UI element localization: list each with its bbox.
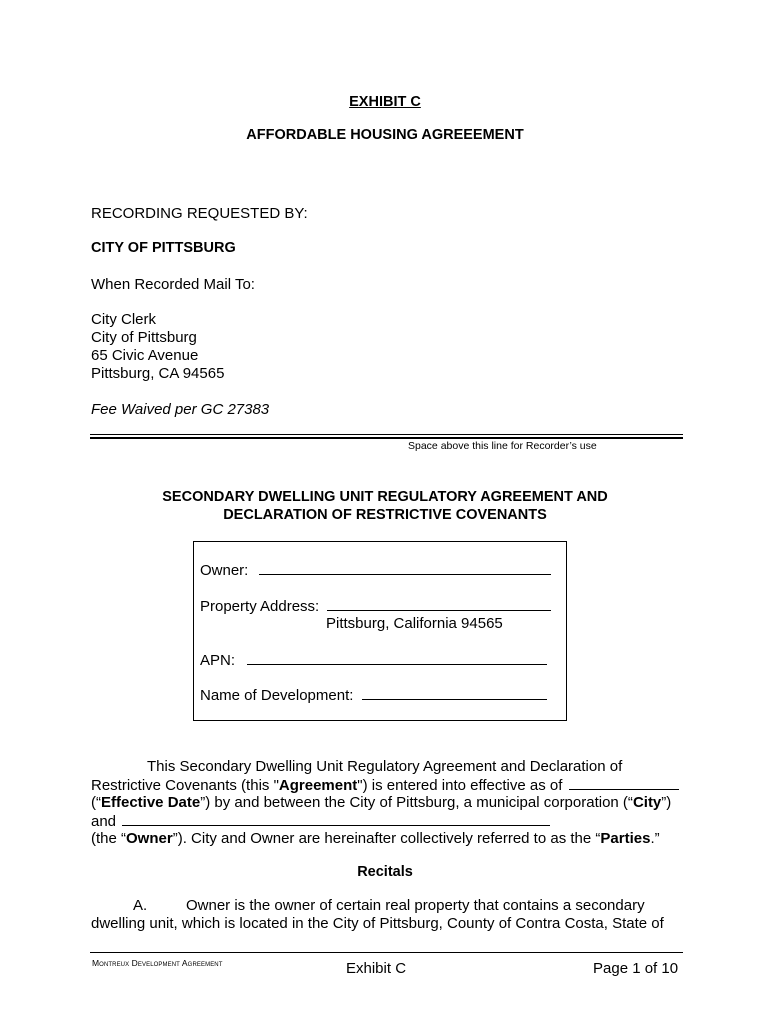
paragraph-1-line-2: [91, 776, 679, 794]
recital-a-line-2: dwelling unit, which is located in the City of Pittsburg, County of Contra Costa, State of: [91, 915, 664, 932]
recital-a-line-1: Owner is the owner of certain real property that contains a secondary: [186, 897, 645, 914]
text-run: (the “: [91, 830, 127, 847]
development-row: [200, 686, 547, 704]
text-run: ”). City and Owner are hereinafter collectively referred to as the “: [172, 830, 601, 847]
footer-rule: [90, 952, 683, 953]
development-label: Name of Development:: [200, 687, 354, 704]
address-line-3: 65 Civic Avenue: [91, 347, 199, 364]
text-run: Restrictive Covenants (this ": [91, 777, 279, 794]
mail-to-label: When Recorded Mail To:: [91, 276, 255, 293]
recitals-heading: Recitals: [357, 864, 413, 880]
text-run: and: [91, 813, 117, 830]
property-city: Pittsburg, California 94565: [326, 615, 503, 632]
footer-center: Exhibit C: [346, 960, 407, 977]
recorder-rule-bottom: [90, 437, 683, 439]
text-run: (“: [91, 794, 101, 811]
document-title-line-1: SECONDARY DWELLING UNIT REGULATORY AGREEMENT AND: [162, 489, 608, 505]
apn-label: APN:: [200, 652, 236, 669]
address-line-2: City of Pittsburg: [91, 329, 197, 346]
city-term: City: [632, 794, 662, 811]
address-line-1: City Clerk: [91, 311, 157, 328]
owner-label: Owner:: [200, 562, 249, 579]
recording-requested-name: CITY OF PITTSBURG: [91, 240, 236, 256]
agreement-term: Agreement: [278, 777, 358, 794]
parties-term: Parties: [600, 830, 651, 847]
document-title-line-2: DECLARATION OF RESTRICTIVE COVENANTS: [223, 507, 547, 523]
owner-field[interactable]: [259, 561, 551, 575]
paragraph-1-line-4: [91, 812, 550, 830]
footer-left: Montreux Development Agreement: [92, 958, 223, 968]
property-address-row: [200, 597, 551, 615]
apn-field[interactable]: [247, 651, 547, 665]
recorder-rule-top: [90, 434, 683, 435]
effective-date-field[interactable]: [569, 776, 679, 790]
text-run: ”) by and between the City of Pittsburg, a municipal corporation (“: [200, 794, 633, 811]
recording-requested-label: RECORDING REQUESTED BY:: [91, 205, 308, 222]
owner-term: Owner: [126, 830, 173, 847]
effective-date-term: Effective Date: [101, 794, 201, 811]
text-run: ”): [661, 794, 672, 811]
address-line-4: Pittsburg, CA 94565: [91, 365, 225, 382]
property-address-field[interactable]: [327, 597, 551, 611]
paragraph-1-line-1: This Secondary Dwelling Unit Regulatory Agreement and Declaration of: [147, 758, 623, 775]
fee-note: Fee Waived per GC 27383: [91, 401, 270, 418]
exhibit-title: EXHIBIT C: [349, 94, 421, 110]
owner-name-field[interactable]: [122, 812, 550, 826]
property-address-label: Property Address:: [200, 598, 320, 615]
paragraph-1-line-5: [91, 830, 660, 847]
owner-row: [200, 561, 551, 579]
apn-row: [200, 651, 547, 669]
recital-a-label: A.: [133, 897, 148, 914]
text-run: ") is entered into effective as of: [357, 777, 563, 794]
page-number: Page 1 of 10: [593, 960, 679, 977]
development-field[interactable]: [362, 686, 547, 700]
agreement-title: AFFORDABLE HOUSING AGREEEMENT: [246, 127, 524, 143]
recorder-note: Space above this line for Recorder’s use: [408, 440, 597, 452]
text-run: .”: [650, 830, 660, 847]
paragraph-1-line-3: [91, 794, 671, 811]
